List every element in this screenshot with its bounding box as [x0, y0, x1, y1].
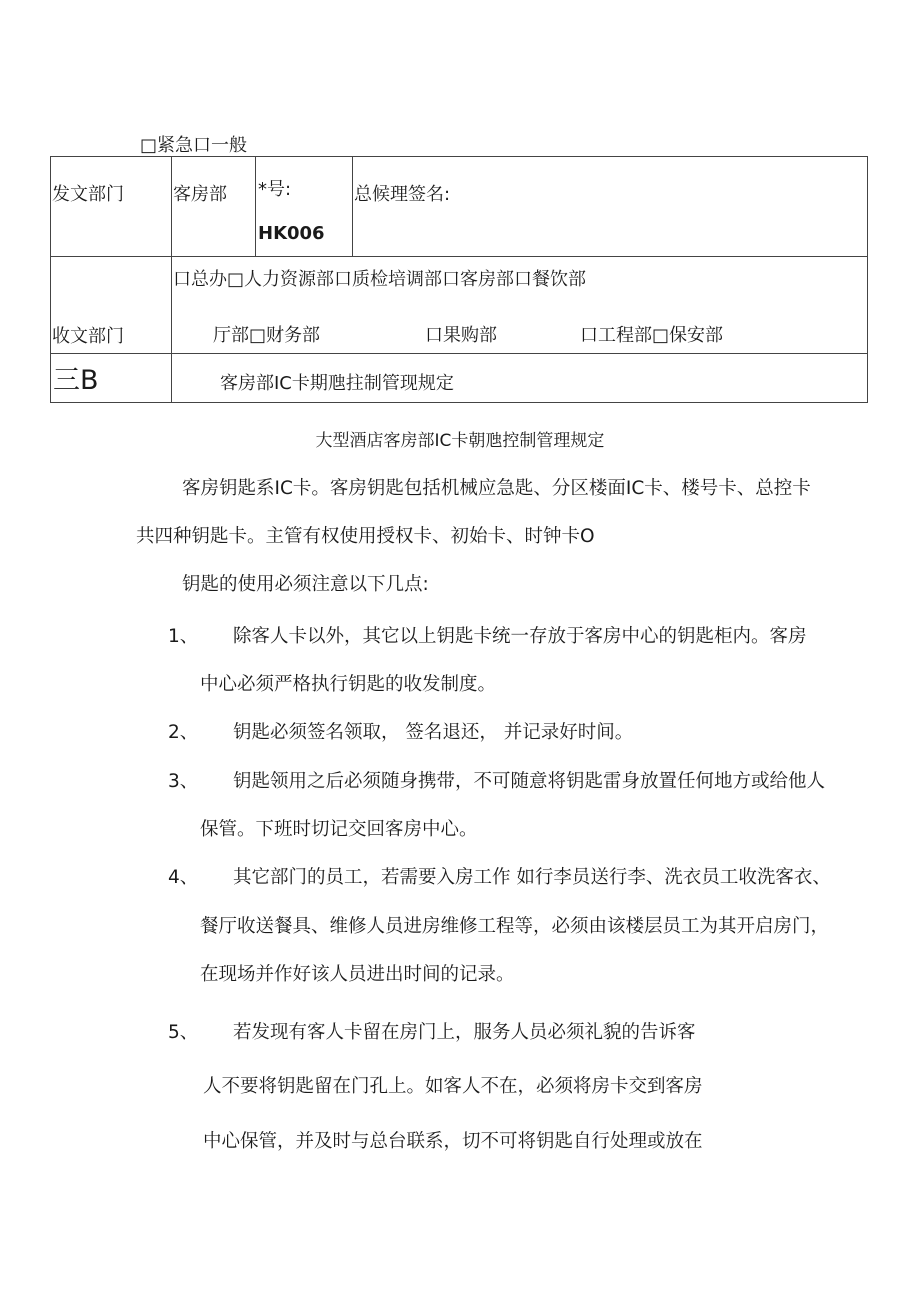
item-number: 5、 — [168, 1022, 199, 1043]
gm-signature-label: 总候理签名: — [354, 184, 451, 205]
recv-dept-label-cell — [51, 257, 172, 354]
list-item-line: 人不要将钥匙留在门孔上。如客人不在，必须将房卡交到客房 — [203, 1076, 703, 1097]
list-item-line: 其它部门的员工，若需要入房工作 如行李员送行李、洗衣员工收洗客衣、 — [233, 867, 831, 888]
recv-dept-label: 收文部门 — [52, 326, 124, 347]
document-title: 大型酒店客房部IC卡朝虺控制管理规定 — [315, 431, 605, 451]
recv-dept-line2-c: 口工程部□保安部 — [580, 325, 724, 346]
list-item-line: 保管。下班时切记交回客房中心。 — [200, 819, 478, 840]
intro-line-1: 客房钥匙系IC卡。客房钥匙包括机械应急匙、分区楼面IC卡、楼号卡、总控卡 — [182, 478, 811, 499]
intro-line-2: 共四种钥匙卡。主管有权使用授权卡、初始卡、时钟卡O — [136, 526, 595, 547]
list-item-line: 中心必须严格执行钥匙的收发制度。 — [200, 674, 497, 695]
send-dept-value: 客房部 — [173, 184, 227, 205]
list-item-line: 在现场并作好该人员进出时间的记录。 — [200, 964, 515, 985]
recv-dept-line2-a: 厅部□财务部 — [213, 325, 321, 346]
list-item-line: 餐厅收送餐具、维修人员进房维修工程等，必须由该楼层员工为其开启房门， — [200, 916, 830, 937]
recv-row — [51, 257, 868, 354]
doc-number-label: *号: — [258, 179, 292, 200]
doc-number-value: HK006 — [258, 223, 325, 244]
list-item-line: 若发现有客人卡留在房门上，服务人员必须礼貌的告诉客 — [233, 1022, 696, 1043]
subject-value-cell — [172, 354, 868, 403]
send-row — [51, 157, 868, 257]
list-item-line: 钥匙领用之后必须随身携带，不可随意将钥匙雷身放置任何地方或给他人 — [233, 771, 826, 792]
send-dept-label-cell — [51, 157, 172, 257]
item-number: 4、 — [168, 867, 199, 888]
recv-dept-line1: 口总办□人力资源部口质检培调部口客房部口餐饮部 — [173, 269, 587, 290]
item-number: 1、 — [168, 626, 199, 647]
gm-signature-cell — [353, 157, 868, 257]
header-table — [50, 156, 868, 403]
subject-row — [51, 354, 868, 403]
send-dept-value-cell — [172, 157, 256, 257]
recv-dept-line2-b: 口果购部 — [425, 325, 497, 346]
subject-value: 客房部IC卡期虺拄制管现规定 — [220, 373, 454, 394]
send-dept-label: 发文部门 — [52, 184, 124, 205]
item-number: 2、 — [168, 722, 199, 743]
list-item-line: 除客人卡以外，其它以上钥匙卡统一存放于客房中心的钥匙柜内。客房 — [233, 626, 807, 647]
list-item-line: 钥匙必须签名领取， 签名退还， 并记录好时间。 — [233, 722, 634, 743]
recv-dept-options-cell — [172, 257, 868, 354]
doc-number-cell — [256, 157, 353, 257]
item-number: 3、 — [168, 771, 199, 792]
subject-label: 三B — [53, 365, 99, 396]
notice-text: 钥匙的使用必须注意以下几点: — [182, 574, 429, 595]
urgency-options: □紧急口一般 — [140, 135, 248, 156]
subject-label-cell — [51, 354, 172, 403]
list-item-line: 中心保管，并及时与总台联系，切不可将钥匙自行处理或放在 — [203, 1131, 703, 1152]
